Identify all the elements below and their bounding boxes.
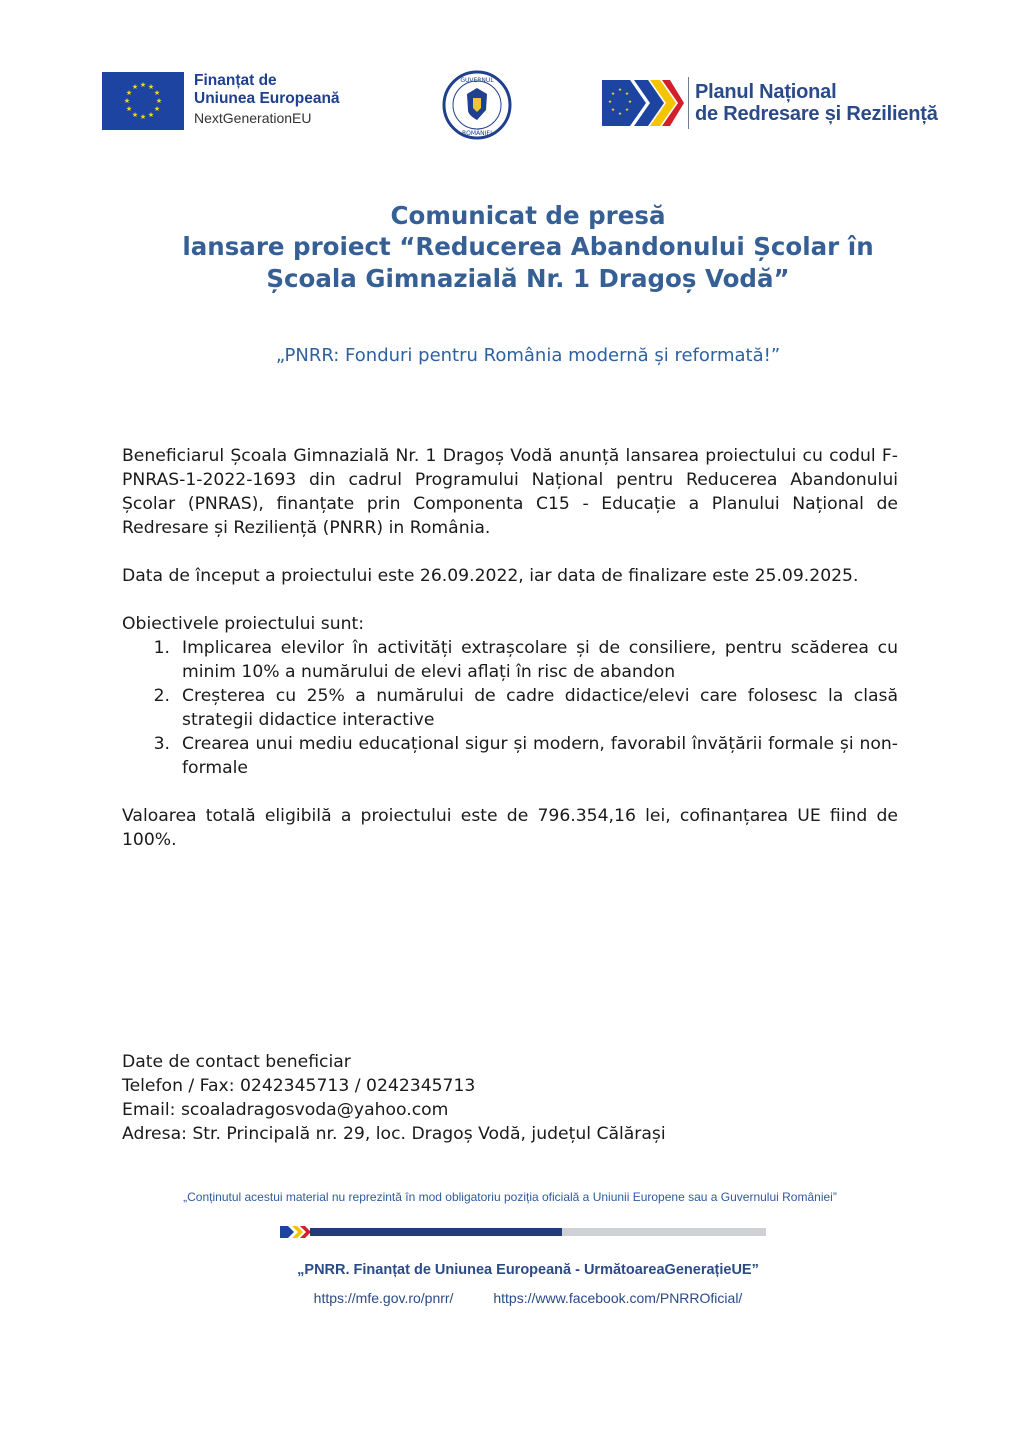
svg-text:★: ★ — [610, 92, 616, 97]
pnrr-arrows-icon — [602, 76, 684, 130]
svg-text:★: ★ — [125, 105, 133, 113]
list-item — [122, 684, 898, 732]
contact-heading: Date de contact beneficiar — [122, 1052, 351, 1072]
title-line1: Comunicat de presă — [390, 201, 666, 230]
svg-text:★: ★ — [125, 89, 133, 97]
svg-text:★: ★ — [131, 111, 139, 119]
list-item — [122, 732, 898, 780]
objectives-heading: Obiectivele proiectului sunt: — [122, 614, 365, 634]
guvernul-romaniei-seal-icon — [442, 70, 512, 140]
svg-text:ROMÂNIEI: ROMÂNIEI — [462, 130, 492, 137]
eu-logo-line3: NextGenerationEU — [194, 109, 312, 126]
eu-flag-icon — [102, 72, 184, 130]
contact-address: Adresa: Str. Principală nr. 29, loc. Dragoș Vodă, județul Călărași — [122, 1124, 666, 1144]
dates-paragraph: Data de început a proiectului este 26.09.2022, iar data de finalizare este 25.09.2025. — [122, 566, 859, 586]
list-item-number: 1. — [153, 638, 170, 658]
svg-text:★: ★ — [153, 105, 161, 113]
value-paragraph: Valoarea totală eligibilă a proiectului este de 796.354,16 lei, cofinanțarea UE fiind de 100%. — [122, 806, 898, 850]
svg-text:★: ★ — [624, 108, 630, 113]
svg-text:★: ★ — [147, 83, 155, 91]
svg-text:★: ★ — [627, 100, 633, 105]
slogan: „PNRR: Fonduri pentru România modernă și reformată!” — [275, 345, 781, 366]
svg-text:★: ★ — [153, 89, 161, 97]
eu-funding-logo — [102, 72, 340, 130]
footer-links — [100, 1290, 956, 1306]
footer-bar — [280, 1228, 766, 1236]
list-item-number: 3. — [153, 734, 170, 754]
intro-paragraph: Beneficiarul Școala Gimnazială Nr. 1 Dragoș Vodă anunță lansarea proiectului cu codul F-PNRAS-1-2022-1693 din cadrul Programului Național pentru Reducerea Abandonului Școlar (PNRAS), finanțate prin Componenta C15 - Educație a Planului Național de Redresare și Reziliență (PNRR) in România. — [122, 446, 898, 538]
contact-email: Email: scoaladragosvoda@yahoo.com — [122, 1100, 449, 1120]
pnrr-logo — [602, 76, 938, 130]
svg-text:★: ★ — [624, 92, 630, 97]
pnrr-logo-line2: de Redresare și Reziliență — [695, 103, 938, 125]
svg-text:★: ★ — [617, 112, 623, 117]
svg-text:★: ★ — [123, 97, 131, 105]
svg-text:★: ★ — [607, 100, 613, 105]
title-line2: lansare proiect “Reducerea Abandonului Școlar în — [182, 232, 874, 262]
svg-text:★: ★ — [139, 113, 147, 121]
contact-block — [122, 1050, 666, 1146]
eu-logo-line1: Finanțat de — [194, 72, 277, 89]
contact-phone: Telefon / Fax: 0242345713 / 0242345713 — [122, 1076, 476, 1096]
footer-slogan: „PNRR. Finanțat de Uniunea Europeană - UrmătoareaGenerațieUE” — [297, 1262, 759, 1278]
footer-arrows-icon — [280, 1226, 312, 1238]
pnrr-logo-line1: Planul Național — [695, 80, 837, 103]
svg-text:★: ★ — [139, 81, 147, 89]
list-item-text: Crearea unui mediu educațional sigur și modern, favorabil învățării formale și non-formale — [182, 734, 898, 778]
list-item-text: Creșterea cu 25% a numărului de cadre didactice/elevi care folosesc la clasă strategii didactice interactive — [182, 686, 898, 730]
page-title — [100, 200, 956, 294]
header-logos — [0, 0, 1020, 150]
disclaimer: „Conținutul acestui material nu reprezintă în mod obligatoriu poziția oficială a Uniunii Europene sau a Guvernului României” — [183, 1190, 837, 1204]
press-release-body — [122, 444, 898, 852]
objectives-list — [122, 636, 898, 780]
list-item — [122, 636, 898, 684]
mfe-link[interactable]: https://mfe.gov.ro/pnrr/ — [313, 1290, 454, 1306]
svg-text:★: ★ — [610, 108, 616, 113]
svg-text:★: ★ — [155, 97, 163, 105]
eu-logo-line2: Uniunea Europeană — [194, 89, 340, 107]
svg-text:GUVERNUL: GUVERNUL — [460, 77, 494, 84]
svg-text:★: ★ — [131, 83, 139, 91]
title-line3: Școala Gimnazială Nr. 1 Dragoș Vodă” — [266, 263, 790, 293]
list-item-text: Implicarea elevilor în activități extrașcolare și de consiliere, pentru scăderea cu minim 10% a numărului de elevi aflați în risc de abandon — [182, 638, 898, 682]
svg-text:★: ★ — [147, 111, 155, 119]
svg-text:★: ★ — [617, 88, 623, 93]
list-item-number: 2. — [153, 686, 170, 706]
facebook-link[interactable]: https://www.facebook.com/PNRROficial/ — [493, 1290, 743, 1306]
